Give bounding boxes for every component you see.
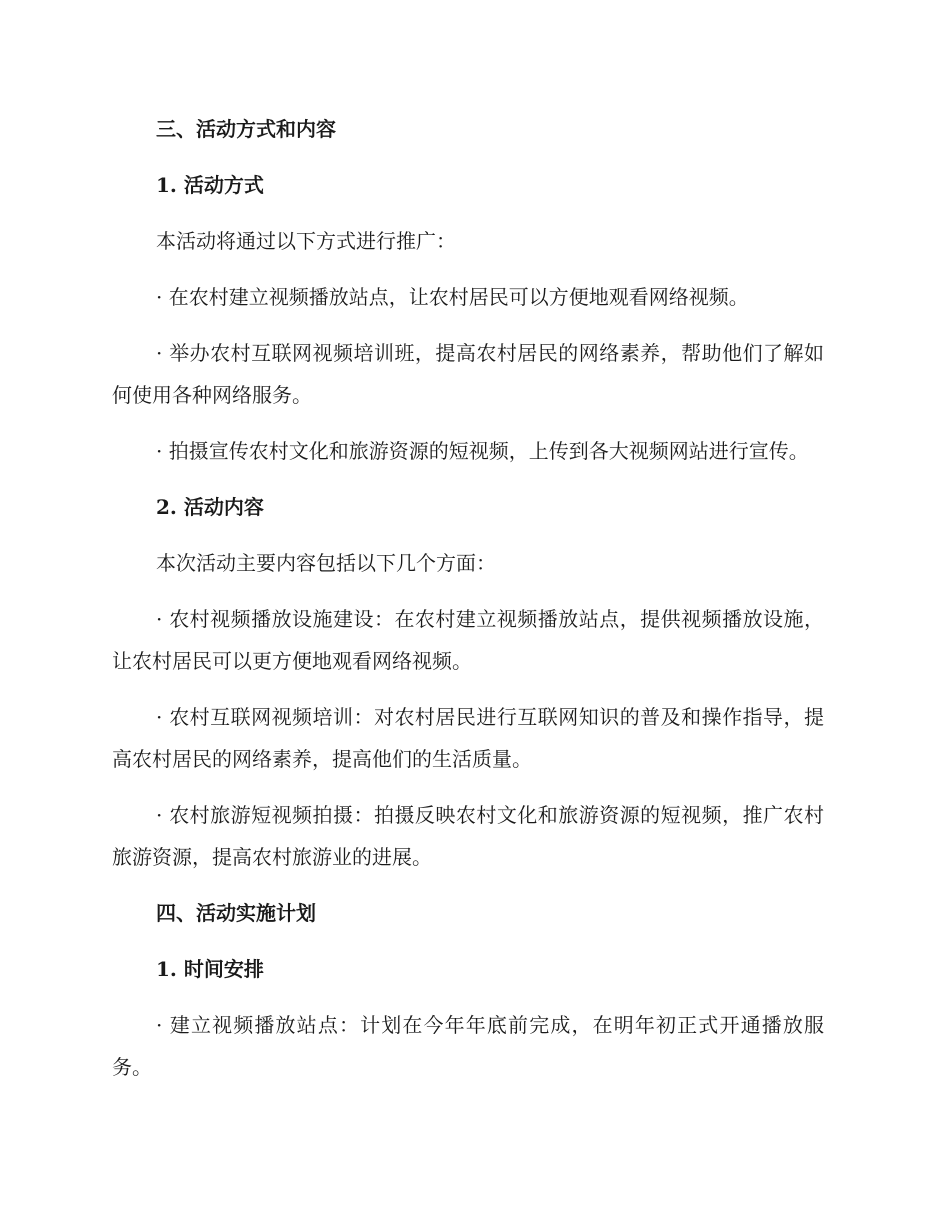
- intro-activity-content: 本次活动主要内容包括以下几个方面：: [156, 551, 496, 575]
- bullet-facility-construction: · 农村视频播放设施建设：在农村建立视频播放站点，提供视频播放设施，让农村居民可以更方便地观看网络视频。: [112, 607, 824, 673]
- section-heading-3: 三、活动方式和内容: [156, 117, 336, 141]
- bullet-tourism-videos: · 农村旅游短视频拍摄：拍摄反映农村文化和旅游资源的短视频，推广农村旅游资源，提高农村旅游业的进展。: [112, 803, 824, 869]
- bullet-video-stations: · 在农村建立视频播放站点，让农村居民可以方便地观看网络视频。: [156, 285, 749, 309]
- bullet-station-timeline: · 建立视频播放站点：计划在今年年底前完成，在明年初正式开通播放服务。: [112, 1013, 824, 1079]
- bullet-promo-videos: · 拍摄宣传农村文化和旅游资源的短视频，上传到各大视频网站进行宣传。: [156, 439, 809, 463]
- section-heading-4: 四、活动实施计划: [156, 901, 316, 925]
- document-page: [112, 108, 824, 1102]
- bullet-internet-training: · 农村互联网视频培训：对农村居民进行互联网知识的普及和操作指导，提高农村居民的网络素养，提高他们的生活质量。: [112, 705, 824, 771]
- subheading-activity-content: 2. 活动内容: [156, 495, 264, 519]
- subheading-activity-method: 1. 活动方式: [156, 173, 264, 197]
- bullet-training-classes: · 举办农村互联网视频培训班，提高农村居民的网络素养，帮助他们了解如何使用各种网络服务。: [112, 341, 824, 407]
- intro-activity-method: 本活动将通过以下方式进行推广：: [156, 229, 456, 253]
- subheading-schedule: 1. 时间安排: [156, 957, 264, 981]
